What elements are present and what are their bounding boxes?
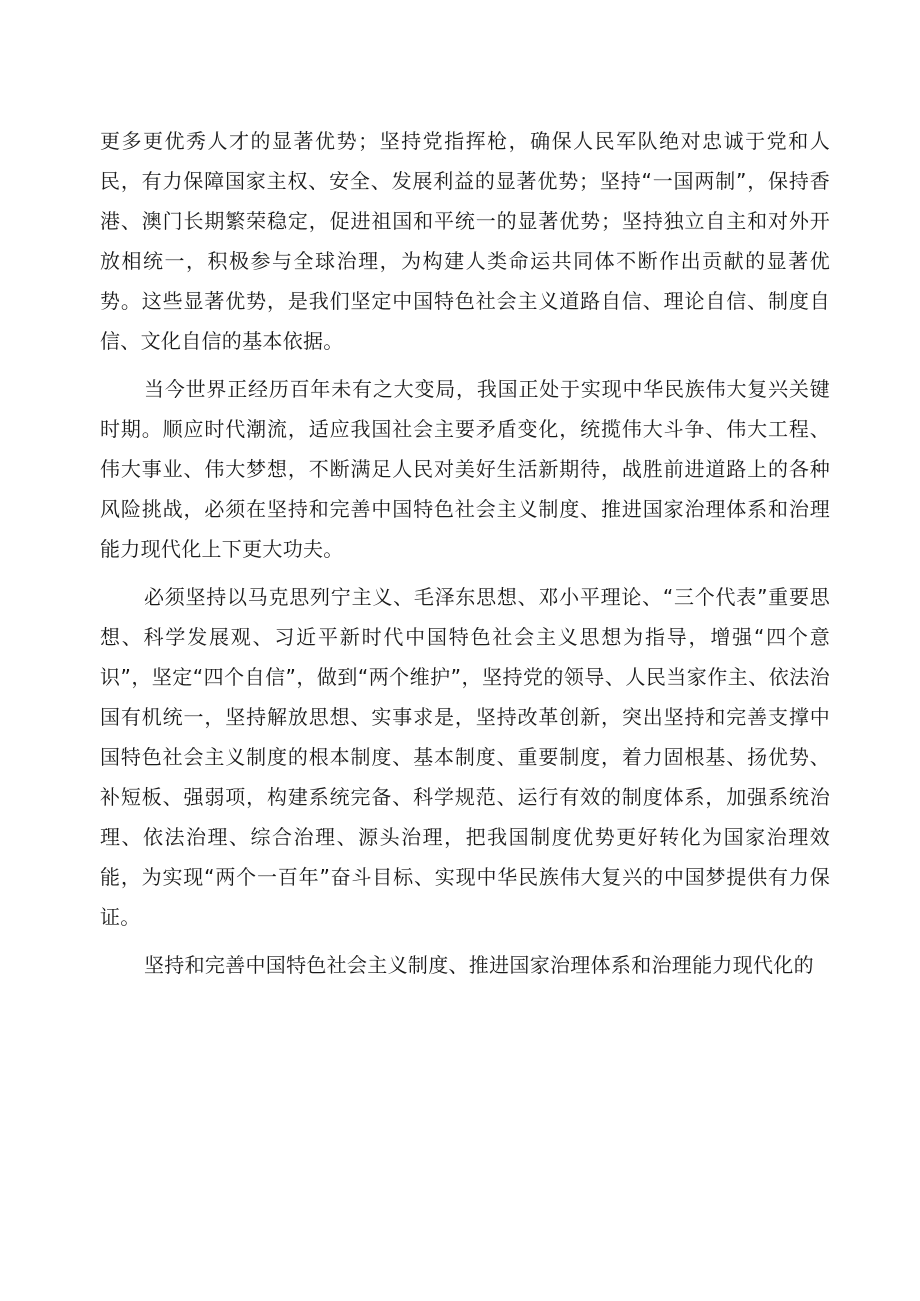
paragraph: 必须坚持以马克思列宁主义、毛泽东思想、邓小平理论、“三个代表”重要思想、科学发展观、习近平新时代中国特色社会主义思想为指导，增强“四个意识”，坚定“四个自信”，做到“两个维护”，坚持党的领导、人民当家作主、依法治国有机统一，坚持解放思想、实事求是，坚持改革创新，突出坚持和完善支撑中国特色社会主义制度的根本制度、基本制度、重要制度，着力固根基、扬优势、补短板、强弱项，构建系统完备、科学规范、运行有效的制度体系，加强系统治理、依法治理、综合治理、源头治理，把我国制度优势更好转化为国家治理效能，为实现“两个一百年”奋斗目标、实现中华民族伟大复兴的中国梦提供有力保证。 (100, 585, 830, 929)
paragraph: 当今世界正经历百年未有之大变局，我国正处于实现中华民族伟大复兴关键时期。顺应时代潮流，适应我国社会主要矛盾变化，统揽伟大斗争、伟大工程、伟大事业、伟大梦想，不断满足人民对美好生活新期待，战胜前进道路上的各种风险挑战，必须在坚持和完善中国特色社会主义制度、推进国家治理体系和治理能力现代化上下更大功夫。 (100, 377, 830, 561)
paragraph: 坚持和完善中国特色社会主义制度、推进国家治理体系和治理能力现代化的 (144, 953, 814, 977)
document-body (100, 121, 830, 985)
paragraph-continuation: 更多更优秀人才的显著优势；坚持党指挥枪，确保人民军队绝对忠诚于党和人民，有力保障国家主权、安全、发展利益的显著优势；坚持“一国两制”，保持香港、澳门长期繁荣稳定，促进祖国和平统一的显著优势；坚持独立自主和对外开放相统一，积极参与全球治理，为构建人类命运共同体不断作出贡献的显著优势。这些显著优势，是我们坚定中国特色社会主义道路自信、理论自信、制度自信、文化自信的基本依据。 (100, 129, 830, 353)
